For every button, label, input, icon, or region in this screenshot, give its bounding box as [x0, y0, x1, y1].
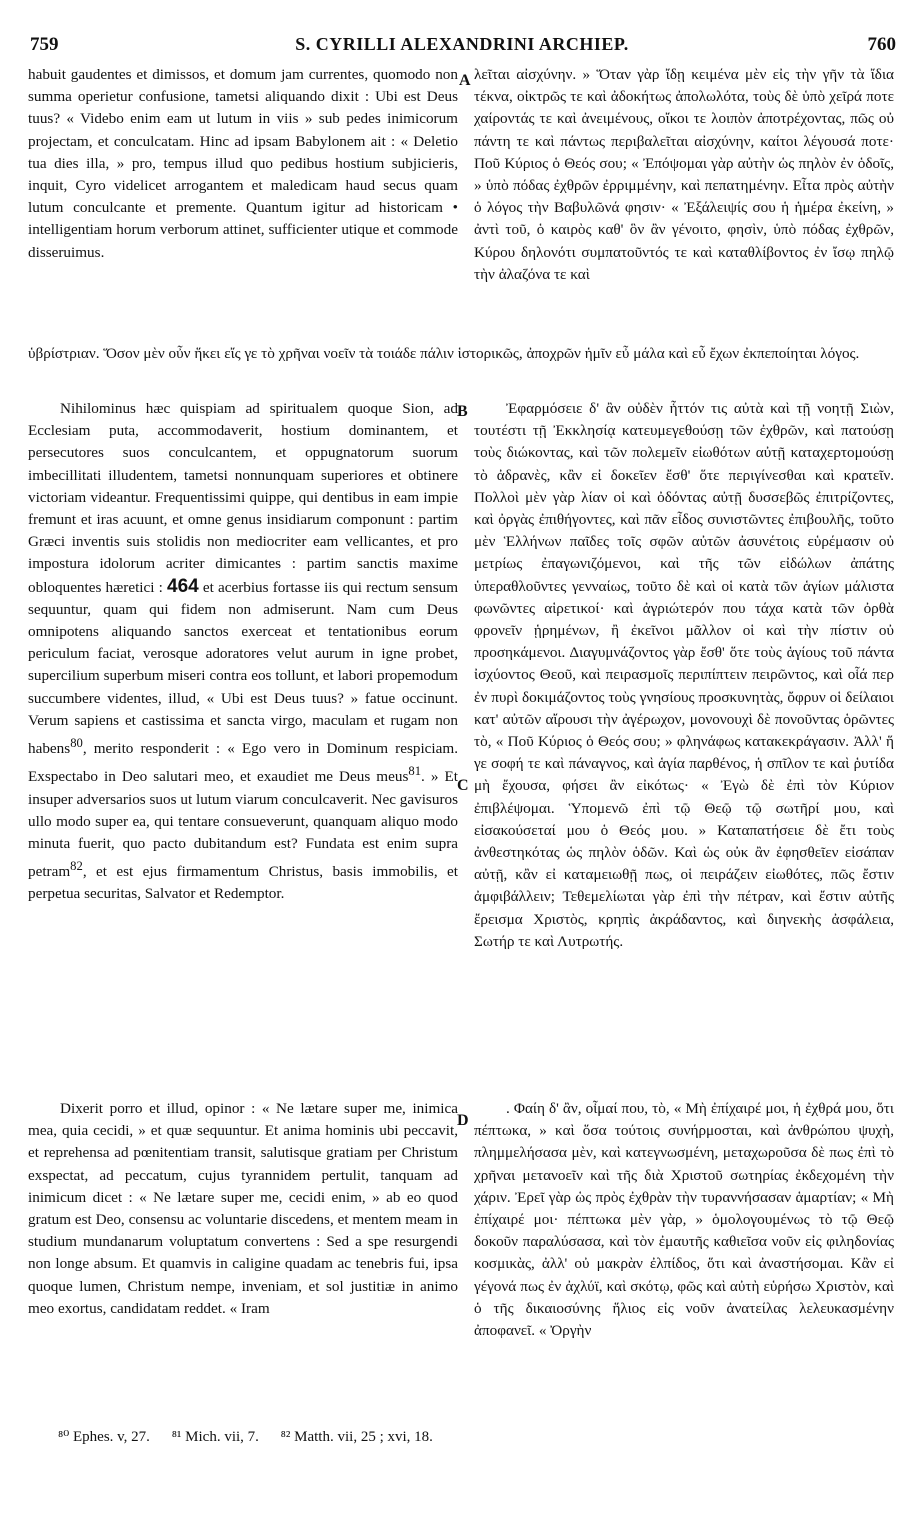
footnote-82: ⁸² Matth. vii, 25 ; xvi, 18.: [280, 1429, 433, 1445]
page-header: [28, 34, 896, 60]
footnote-80: ⁸⁰ Ephes. v, 27.: [58, 1429, 150, 1445]
greek-column-block-1: [474, 64, 894, 286]
greek-column-block-2: [474, 398, 894, 953]
footnote-ref: 80: [70, 736, 83, 751]
column-number: 464: [167, 575, 199, 597]
latin-column-block-2: [28, 398, 458, 906]
section-marker-d: D: [457, 1112, 469, 1129]
greek-paragraph: ὑβρίστριαν. Ὅσον μὲν οὖν ἥκει εἴς γε τὸ χρῆναι νοεῖν τὰ τοιάδε πάλιν ἱστορικῶς, ἀποχρῶν ἡμῖν εὖ μάλα καὶ εὖ ἔχων ἐκπεποίηται λόγος.: [28, 345, 860, 362]
footnote-81: ⁸¹ Mich. vii, 7.: [171, 1429, 259, 1445]
greek-column-block-3: [474, 1098, 894, 1342]
latin-paragraph: habuit gaudentes et dimissos, et domum jam currentes, quomodo non summa operietur confusione, tametsi aliquando dixit : Ubi est Deus tuus? « Videbo enim eam ut lutum in viis » sub pedes inimicorum projectam, et conculcatam. Hinc ad ipsam Babylonem ait : « Deletio tua dies illa, » pro, tempus illud quo pedibus hostium subjicieris, inquit, Cyro videlicet arrogantem et maledicam haud secus quam lutum conculcante et premente. Quantum igitur ad historicam • intelligentiam horum verborum attinet, sufficienter utique et commode disseruimus.: [28, 66, 458, 261]
latin-column-block-1: [28, 64, 458, 264]
latin-column-block-3: [28, 1098, 458, 1320]
greek-paragraph: . Φαίη δ' ἂν, οἶμαί που, τὸ, « Μὴ ἐπίχαιρέ μοι, ἡ ἐχθρά μου, ὅτι πέπτωκα, » καὶ ὅσα τούτοις συνήρμοσται, καὶ ἀνθρώπου ψυχὴ, πλημμελήσασα μὲν, καὶ κατεγνωσμένη, μεταχωροῦσα δὲ πως ἐπὶ τὸ χρῆναι μετανοεῖν καὶ τῆς διὰ Χριστοῦ σωτηρίας ἐκδεχομένη τὴν χάριν. Ἐρεῖ γὰρ ὡς πρὸς ἐχθρὰν τὴν τυραννήσασαν ἁμαρτίαν; « Μὴ ἐπίχαιρέ μοι· πέπτωκα μὲν γὰρ, » ὁμολογουμένως τὸ τῷ Θεῷ δοκοῦν παραλύσασα, καὶ τὸν ἐμαυτῆς καθιεῖσα νοῦν εἰς φιληδονίας κοσμικὰς, ἀλλ' οὐ μακρὰν ἐλπίδος, ὅτι καὶ ἀναστήσομαι. Κἂν εἰ γέγονά πως ἐν ἀχλύϊ, καὶ σκότῳ, φῶς καὶ αὐτὴ εὑρήσω Χριστὸν, καὶ ὁ τῆς δικαιοσύνης ἥλιος εἰς νοῦν ἀνατείλας λελευκασμένην ἀποφανεῖ. « Ὀργὴν: [474, 1100, 894, 1340]
footnote-ref: 82: [70, 859, 83, 874]
section-marker-b: B: [457, 403, 468, 420]
section-marker-c: C: [457, 777, 469, 794]
page-number-left: 759: [30, 34, 59, 55]
latin-paragraph: Dixerit porro et illud, opinor : « Ne lætare super me, inimica mea, quia cecidi, » et quæ sequuntur. Et anima hominis ubi peccavit, et reprehensa ad pœnitentiam transit, salutisque gratiam per Christum exspectat, ad peccatum, cujus tyrannidem pertulit, tanquam ad inimicum dicet : « Ne lætare super me, cecidi enim, » ab eo quod gratum est Deo, consensu ac voluntarie discedens, et mentem meam in studium mundanarum voluptatum convertens : Sed a spe resurgendi non longe absum. Et quamvis in caligine quadam ac tenebris fui, ipsa quoque lumen, Christum nempe, inveniam, et sol justitiæ in animo meo exortus, candidatam reddet. « Iram: [28, 1100, 458, 1317]
page-number-right: 760: [867, 34, 896, 55]
footnotes: [58, 1426, 878, 1448]
latin-paragraph: Nihilominus hæc quispiam ad spiritualem quoque Sion, ad Ecclesiam puta, accommodaverit, hostium dominantem, et persecutores suos conculcantem, et oppugnatorum suorum imbecillitati illudentem, tametsi nonnunquam superiores et obtinere victoriam videantur. Frequentissimi quippe, qui dentibus in eam impie fremunt et iras acuunt, et omne genus insidiarum componunt : partim Græci inventis suis stolidis non mediocriter eam vellicantes, et pro impostura idolorum acriter dimicantes : partim sanctis maxime obloquentes hæretici : 464 et acerbius fortasse iis qui rectum sensum sequuntur, quam qui fidem non admiserunt. Nam cum Deus omnipotens aliquando sanctos exerceat et tentationibus eorum periculum faciat, verosque adoratores velut aurum in igne probet, supercilium superbum miseri contra eos tollunt, et labori propemodum succumbere videntes, illud, « Ubi est Deus tuus? » fatue occinunt. Verum sapiens et castissima et sancta virgo, maculam et rugam non habens$^{80}$, merito responderit : « Ego vero in Dominum respiciam. Exspectabo in Deo salutari meo, et exaudiet me Deus meus$^{81}$. » Et insuper adversarios suos ut lutum viarum conculcaverit. Nec gavisuros ullo modo super ea, qui tentare consueverunt, quanquam aliquo modo minuta fuerit, quo pacto dubitandum est? Fundata est enim supra petram$^{82}$, et est ejus firmamentum Christus, basis immobilis, et perpetua securitas, Salvator et Redemptor.: [28, 400, 459, 903]
section-marker-a: A: [459, 72, 471, 89]
greek-full-width: [28, 343, 896, 365]
greek-paragraph: Ἐφαρμόσειε δ' ἂν οὐδὲν ἧττόν τις αὐτὰ καὶ τῇ νοητῇ Σιὼν, τουτέστι τῇ Ἐκκλησίᾳ κατευμεγεθούσῃ τῶν ἐχθρῶν, καὶ πατούσῃ τοὺς διώκοντας, καὶ τῶν πολεμεῖν εἰωθότων αὐτῇ καταχερτομούσῃ τὸ ἀδρανὲς, κἂν εἰ δοκεῖεν ἔσθ' ὅτε περιγίνεσθαι καὶ κρατεῖν. Πολλοὶ μὲν γὰρ λίαν οἱ καὶ ὀδόντας αὐτῇ δυσσεβῶς ἐπιτρίζοντες, καὶ ὀργὰς ἐπιθήγοντες, καὶ πᾶν εἶδος συνιστῶντες ἐπιβουλῆς, τοῦτο μὲν Ἑλλήνων παῖδες τοῖς σφῶν αὐτῶν ἀσυνέτοις εὑρέμασιν οὐ μετρίως ἐπαγωνιζόμενοι, καὶ τῆς τῶν εἰδώλων ἀπάτης ὑπεραθλοῦντες γενναίως, τοῦτο δὲ καὶ οἱ κατὰ τῶν ἁγίων μάλιστα φωνῶντες αἱρετικοί· καὶ ἀγριώτερόν που τάχα κατὰ τῶν ὀρθὰ φρονεῖν ᾑρημένων, ἢ ἐκεῖνοι μᾶλλον οἱ καὶ τὴν πίστιν οὐ προσηκάμενοι. Διαγυμνάζοντος γὰρ ἔσθ' ὅτε τοὺς ἁγίους τοῦ πάντα ἰσχύοντος Θεοῦ, καὶ πειρασμοῖς περιπίπτειν πειρῶντος, καὶ οἷά περ ἐν πυρὶ δοκιμάζοντος τοὺς γνησίους προσκυνητὰς, ὄφρυν οἱ δείλαιοι κατ' αὐτῶν αἴρουσι τὴν ἀγέρωχον, μονονουχὶ δὲ πονοῦντας ὁρῶντες τὸ, « Ποῦ Κύριος ὁ Θεός σου; » φληνάφως κατακεκράγασιν. Ἀλλ' ἥ γε σοφή τε καὶ πάναγνος, καὶ ἁγία παρθένος, ἡ σπῖλον τε καὶ ῥυτίδα μὴ ἔχουσα, φήσει ἂν εἰκότως· « Ἐγὼ δὲ ἐπὶ τὸν Κύριον ἐπιβλέψομαι. Ὑπομενῶ ἐπὶ τῷ Θεῷ τῷ σωτῆρί μου, καὶ εἰσακούσεταί μου ὁ Θεός μου. » Καταπατήσειε δὲ ἔτι τοὺς ἀνθεστηκότας ὡς πηλὸν ὁδῶν. Καὶ ὡς οὐκ ἂν ἐφησθεῖεν εἰσάπαν αὐτῇ, κἂν εἰ καταμειωθῇ πως, οἱ πειράζειν εἰωθότες, πῶς ἔστιν ἀμφιβάλλειν; Τεθεμελίωται γὰρ ἐπὶ τὴν πέτραν, καὶ ἔστιν αὐτῆς ἔρεισμα Χριστὸς, κρηπὶς ἀκράδαντος, καὶ διηνεκὴς ἀσφάλεια, Σωτήρ τε καὶ Λυτρωτής.: [474, 400, 894, 950]
running-title: S. CYRILLI ALEXANDRINI ARCHIEP.: [295, 34, 629, 54]
greek-paragraph: λεῖται αἰσχύνην. » Ὅταν γὰρ ἴδῃ κειμένα μὲν εἰς τὴν γῆν τὰ ἴδια τέκνα, οἰκτρῶς τε καὶ ἀδοκήτως ἀπολωλότα, τοὺς δὲ ὑπὸ χεῖρά ποτε χαίροντάς τε καὶ ἀνειμένους, οἴκοι τε λοιπὸν ἀποτρέχοντας, πῶς οὐ πάντη τε καὶ πάντως περιβαλεῖται αἰσχύνην, καίτοι λέγουσά ποτε· Ποῦ Κύριος ὁ Θεός σου; « Ἐπόψομαι γὰρ αὐτὴν ὡς πηλὸν ἐν ὁδοῖς, » ὑπὸ πόδας ἐχθρῶν ἐρριμμένην, καὶ πεπατημένην. Εἶτα πρὸς αὐτὴν ὁ λόγος τὴν Βαβυλῶνά φησιν· « Ἐξάλειψίς σου ἡ ἡμέρα ἐκείνη, » ἀντὶ τοῦ, ὁ καιρὸς καθ' ὃν ἂν γένοιτο, φησὶν, ὑπὸ πόδας ἐχθρῶν, Κύρου δηλονότι συμπατοῦντός τε καὶ καταθλίβοντος ἐν ἴσῳ πηλῷ τὴν ἀλαζόνα τε καὶ: [474, 66, 894, 283]
footnote-ref: 81: [408, 764, 422, 779]
